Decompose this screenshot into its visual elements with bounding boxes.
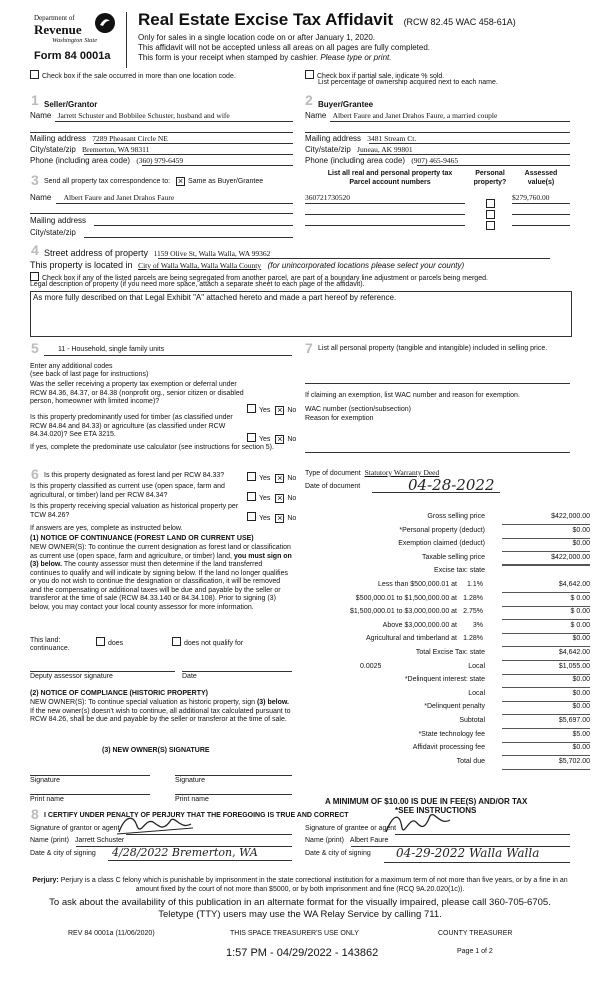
tax-row-amount[interactable]: $0.00 [502,524,590,539]
cashier-stamp: 1:57 PM - 04/29/2022 - 143862 [226,947,379,959]
yes-label: Yes [259,436,271,443]
use-code[interactable]: 11 - Household, single family units [58,346,165,353]
rule [512,203,570,204]
header-note3 [138,53,391,63]
doc-type[interactable]: Statutory Warranty Deed [364,468,440,477]
tax-row-amount[interactable]: $422,000.00 [502,551,590,566]
tax-row-amount[interactable]: $4,642.00 [502,578,590,593]
s6-q3-yes-checkbox[interactable] [247,512,256,521]
notice3-heading: (3) NEW OWNER(S) SIGNATURE [102,747,210,754]
tax-row-amount[interactable]: $4,642.00 [502,646,590,661]
section1-number: 1 [31,92,39,108]
header-note2: This affidavit will not be accepted unless all areas on all pages are fully completed. [138,43,431,52]
doc-date[interactable]: 04-28-2022 [408,476,495,494]
rule [512,225,570,226]
form-number: Form 84 0001a [34,50,111,62]
seller-phone[interactable]: (360) 979-6459 [136,156,184,165]
tax-row-amount[interactable]: $0.00 [502,537,590,552]
notice2-heading: (2) NOTICE OF COMPLIANCE (HISTORIC PROPERTY) [30,690,208,697]
notice1-heading: (1) NOTICE OF CONTINUANCE (FOREST LAND OR CURRENT USE) [30,535,254,542]
parcel-number[interactable]: 360721730520 [305,193,350,202]
tax-row-rate: 2.75% [463,608,483,616]
more-location-checkbox[interactable] [30,70,39,79]
tax-row-label: Total Excise Tax: state [415,649,485,656]
rule [305,132,570,133]
tax-row [300,524,595,538]
section4-number: 4 [31,242,39,258]
rule [372,492,500,493]
tax-row-rate: 1.28% [463,594,483,602]
tax-row [300,537,595,551]
located-row [30,260,464,272]
tax-row-label: $500,000.01 to $1,500,000.00 at [355,594,457,602]
rule [305,214,465,215]
buyer-mailing[interactable]: 3481 Stream Ct. [367,134,417,143]
notice1-text [30,544,292,612]
s5-q2-no-checkbox[interactable] [275,435,284,444]
tax-row [300,646,595,660]
located-label: This property is located in [30,260,133,270]
notice1-text-c: The county assessor must then determine if the land transferred continues to qualify and will indicate by signing below. If the land no longer qualifies or you do not wish to continue the designation or classification, it will be removed and the compensating or additional taxes will be due and payable by the seller or transferor at the time of sale (RCW 84.33.140 or 84.34.108). Prior to signing (3) below, you may contact your local county assessor for more information. [30,561,288,611]
rule [30,213,293,214]
tax-row [300,592,595,606]
yes-label: Yes [259,475,271,482]
buyer-phone[interactable]: (907) 465-9465 [411,156,459,165]
perjury-label: Perjury: [32,877,59,884]
treasurer-use-only: THIS SPACE TREASURER'S USE ONLY [230,930,359,937]
notice2-text-c: If the new owner(s) doesn't wish to continue, all additional tax calculated pursuant to RCW 84.26, shall be due and payable by the seller or transferor at the time of sale. [30,707,291,723]
parcel-personal-checkbox-3[interactable] [486,216,498,234]
rule [175,794,292,795]
located-value[interactable]: City of Walla Walla, Walla Walla County [138,261,262,270]
s6-q2-no-checkbox[interactable] [275,494,284,503]
s6-q1-answer [247,472,296,484]
tax-row-label: *Personal property (deduct) [399,526,485,534]
rule [94,143,293,144]
parcels-heading-2: Parcel account numbers [349,178,431,186]
no-label: No [287,436,297,443]
rule [305,203,465,204]
page-number: Page 1 of 2 [457,948,493,955]
partial-sale-list: List percentage of ownership acquired next to each name. [318,79,498,86]
grantor-date-label: Date & city of signing [30,850,96,857]
rule [512,214,570,215]
notice1-text-a: NEW OWNER(S): To continue the current designation as forest land or classification as current use (open space, farm and agriculture, or timber) land, [30,544,291,560]
buyer-city-label: City/state/zip [305,145,351,154]
value-heading-2: value(s) [527,178,555,186]
tax-row-amount[interactable]: $ 0.00 [502,592,590,607]
seller-name[interactable]: Jarrett Schuster and Bobbilee Schuster, husband and wife [57,111,230,120]
seller-mailing-label: Mailing address [30,134,87,143]
tax-row-label: Excise tax: state [434,567,485,575]
buyer-heading: Buyer/Grantee [318,100,374,109]
rule [30,775,150,776]
parcel-value[interactable]: $279,760.00 [512,193,550,202]
grantor-signature-label: Signature of grantor or agent [30,825,120,832]
tax-row-rate: 1.1% [467,581,483,588]
perjury-notice [30,877,570,894]
tax-row-amount[interactable]: $ 0.00 [502,619,590,634]
tax-row-amount[interactable]: $5,702.00 [502,755,590,770]
new-owner-signature-label-1: Signature [30,777,60,784]
wac-label: WAC number (section/subsection) [305,406,411,413]
tax-row-label: *Delinquent penalty [424,703,485,711]
s5-q2: Is this property predominantly used for timber (as classified under RCW 84.84 and 84.33) or agriculture (as classified under RCW 84.34.020)? See ETA 3215. [30,414,233,438]
minimum-due: A MINIMUM OF $10.00 IS DUE IN FEE(S) AND/OR TAX [325,797,528,806]
s5-q1-answer [247,404,296,416]
tax-row-label: Taxable selling price [421,553,485,561]
seller-name-label: Name [30,111,52,120]
s6-q1: Is this property designated as forest land per RCW 84.33? [44,472,225,479]
rule [108,860,292,861]
tax-row [300,728,595,742]
rule [55,121,293,122]
tax-row [300,632,595,646]
s5-q1-yes-checkbox[interactable] [247,404,256,413]
segregated-checkbox[interactable] [30,272,39,281]
tax-row-label: Local [468,662,485,670]
deputy-date-label: Date [182,673,197,680]
grantee-date-city[interactable]: 04-29-2022 Walla Walla [396,846,540,860]
correspondence-mailing-label: Mailing address [30,216,87,225]
yes-label: Yes [259,495,271,502]
claim-label: If claiming an exemption, list WAC number and reason for exemption. [305,392,520,399]
grantee-name-label: Name (print) [305,837,344,844]
dept-line2: Revenue [34,22,82,37]
s6-q2-answer [247,492,296,504]
section5-number: 5 [31,340,39,356]
form-title: Real Estate Excise Tax Affidavit [138,10,394,29]
tax-row [300,660,595,674]
section2-number: 2 [305,92,313,108]
rule [369,143,570,144]
rule [359,154,570,155]
land-does-not-checkbox[interactable] [172,637,181,646]
land-does-label: does [108,640,124,647]
parcels-heading [305,170,475,187]
tax-row-amount[interactable]: $5.00 [502,728,590,743]
wa-logo-icon [94,12,116,34]
land-does-not [172,637,243,649]
more-location-label: Check box if the sale occurred in more than one location code. [42,73,236,80]
rule [305,225,465,226]
certify-statement: I CERTIFY UNDER PENALTY OF PERJURY THAT THE FOREGOING IS TRUE AND CORRECT [44,812,349,819]
s6-q2-yes-checkbox[interactable] [247,492,256,501]
s6-q1-no-checkbox[interactable] [275,474,284,483]
grantee-date-label: Date & city of signing [305,850,371,857]
no-label: No [287,407,297,414]
doc-type-label: Type of document [305,470,361,477]
form-rcw: (RCW 82.45 WAC 458-61A) [403,17,516,27]
buyer-city[interactable]: Juneau, AK 99801 [357,145,413,154]
tax-row [300,700,595,714]
tax-row-amount[interactable]: $422,000.00 [502,510,590,525]
rule [384,862,570,863]
s6-q1-yes-checkbox[interactable] [247,472,256,481]
value-heading-1: Assessed [524,170,558,177]
s6-q3: Is this property receiving special valuation as historical property per TCW 84.26? [30,503,239,519]
land-continuance: continuance. [30,645,70,652]
tax-row-label: Subtotal [459,717,485,724]
seller-mailing[interactable]: 7289 Pheasant Circle NE [92,134,168,143]
tax-row [300,564,595,578]
seller-city[interactable]: Bremerton, WA 98311 [82,145,150,154]
correspondence-row [44,177,263,187]
land-label: This land: [30,637,61,644]
rule [417,165,570,166]
tax-row [300,673,595,687]
rule [142,165,293,166]
no-label: No [287,495,297,502]
grantee-signature-label: Signature of grantee or agent [305,825,397,832]
grantor-name[interactable]: Jarrett Schuster [74,837,125,844]
correspondence-name[interactable]: Albert Faure and Janet Drahos Faure [63,193,175,202]
additional-codes-note: (see back of last page for instructions) [30,371,149,378]
s6-q3-answer [247,512,296,524]
header-divider [126,12,127,68]
tax-row-label: Agricultural and timberland at [365,635,457,643]
notice1-text-b: you must sign on (3) below. [30,552,292,568]
tax-row-label: Gross selling price [427,513,485,520]
rule [84,154,293,155]
seller-heading: Seller/Grantor [44,100,98,109]
see-instructions: *SEE INSTRUCTIONS [395,806,477,815]
tax-row-amount[interactable]: $0.00 [502,687,590,702]
header-note3-b: Please type or print. [320,53,392,62]
buyer-mailing-label: Mailing address [305,134,362,143]
grantee-name[interactable]: Albert Faure [349,837,389,844]
rule [182,671,292,672]
rule [56,203,293,204]
tax-row [300,755,595,769]
correspondence-name-row [30,193,174,203]
seller-phone-label: Phone (including area code) [30,156,131,165]
buyer-name-row [305,111,497,121]
grantor-name-row [30,837,124,846]
legal-description-box[interactable] [30,291,572,337]
s5-q1-no-checkbox[interactable] [275,406,284,415]
s5-q2-answer [247,433,296,445]
new-owner-print-label-1: Print name [30,796,64,803]
land-does-not-label: does not qualify for [184,640,244,647]
s6-q3-no-checkbox[interactable] [275,514,284,523]
rule [330,121,570,122]
rule [158,258,550,259]
tax-row-amount[interactable]: $0.00 [502,673,590,688]
personal-property-label: List all personal property (tangible and intangible) included in selling price. [318,345,548,352]
tty-line: Teletype (TTY) users may use the WA Relay Service by calling 711. [158,909,442,920]
yes-label: Yes [259,515,271,522]
street-address[interactable]: 1159 Olive St, Walla Walla, WA 99362 [153,249,271,258]
tax-row-rate: 3% [472,621,483,629]
dept-line1: Department of [34,14,75,22]
dor-logo [30,12,120,50]
tax-row-label: Affidavit processing fee [412,744,485,752]
rule [395,834,570,835]
grantor-date-city[interactable]: 4/28/2022 Bremerton, WA [112,846,258,859]
tax-row [300,619,595,633]
section8-number: 8 [31,806,39,822]
segregated-label: Check box if any of the listed parcels are being segregated from another parcel, are part of a boundary line adjustment or parcels being merged. [42,275,488,282]
same-as-buyer-label: Same as Buyer/Grantee [188,178,264,185]
header-note3-a: This form is your receipt when stamped by cashier. [138,53,319,62]
rule [175,775,292,776]
s5-q2-yes-checkbox[interactable] [247,433,256,442]
tax-row-rate: 1.28% [463,635,483,643]
grantor-name-label: Name (print) [30,837,69,844]
rule [305,383,570,384]
perjury-text: Perjury is a class C felony which is punishable by imprisonment in the state correctional institution for a maximum term of not more than five years, or by a fine in an amount fixed by the court of not more than $5000, or by both imprisonment and fine (RCQ 9A.20.020(1c)). [60,877,568,893]
rule [84,237,293,238]
correspondence-city-label: City/state/zip [30,228,76,237]
legal-label: Legal description of property (if you need more space, attach a separate sheet to each page of the affidavit). [30,281,365,288]
alt-format: To ask about the availability of this publication in an alternate format for the visually impaired, please call 360-705-6705. [49,897,551,908]
tax-row-label: *State technology fee [418,730,485,738]
tax-row-label: Local [468,689,485,697]
rule [44,355,292,356]
correspondence-name-label: Name [30,193,52,202]
tax-row-label: Total due [456,757,485,765]
rule [305,452,570,453]
personal-heading [468,170,512,187]
additional-codes-label: Enter any additional codes [30,363,113,370]
grantee-name-row [305,837,388,846]
section7-number: 7 [305,340,313,356]
new-owner-print-label-2: Print name [175,796,209,803]
personal-heading-2: property? [473,178,507,186]
rule [94,225,293,226]
new-owner-signature-label-2: Signature [175,777,205,784]
partial-sale-label: Check box if partial sale, indicate % sold. [317,73,445,80]
s5-q1: Was the seller receiving a property tax exemption or deferral under RCW 84.36, 84.37, or 84.38 (nonprofit org., senior citizen or disabled person, homeowner with limited income)? [30,381,244,405]
land-does-checkbox[interactable] [96,637,105,646]
tax-row-amount[interactable]: $1,055.00 [502,660,590,675]
rule [126,834,292,835]
tax-row [300,551,595,565]
street-label: Street address of property [44,248,149,258]
s6-q2: Is this property classified as current use (open space, farm and agricultural, or timber) land per RCW 84.34? [30,483,225,499]
dept-line3: Washington State [52,37,98,44]
tax-row [300,714,595,728]
parcels-heading-1: List all real and personal property tax [327,170,453,177]
tax-row-label: $1,500,000.01 to $3,000,000.00 at [349,608,457,616]
tax-row-label: Above $3,000,000.00 at [382,621,457,629]
tax-row-amount[interactable]: $0.00 [502,741,590,756]
more-location-check[interactable] [30,70,236,82]
tax-row [300,687,595,701]
tax-row-amount[interactable]: $0.00 [502,700,590,715]
section6-number: 6 [31,466,39,482]
tax-row-amount[interactable] [502,564,590,565]
tax-row [300,605,595,619]
tax-row [300,741,595,755]
personal-heading-1: Personal [475,170,505,177]
reason-label: Reason for exemption [305,415,374,422]
tax-row-label: *Delinquent interest: state [404,676,485,684]
rule [30,794,150,795]
header-note1: Only for sales in a single location code on or after January 1, 2020. [138,33,376,42]
tax-row-amount[interactable]: $5,697.00 [502,714,590,729]
tax-row [300,510,595,524]
s5-q3: If yes, complete the predominate use calculator (see instructions for section 5). [30,444,274,451]
county-treasurer: COUNTY TREASURER [438,930,513,937]
yes-label: Yes [259,407,271,414]
tax-row-amount[interactable]: $ 0.00 [502,605,590,620]
notice2-text-b: (3) below. [256,699,289,706]
located-note: (for unincorporated locations please select your county) [267,261,465,270]
buyer-name[interactable]: Albert Faure and Janet Drahos Faure, a married couple [332,111,498,120]
no-label: No [287,515,297,522]
buyer-name-label: Name [305,111,327,120]
land-does [96,637,123,649]
no-label: No [287,475,297,482]
correspondence-label: Send all property tax correspondence to: [44,178,171,185]
seller-name-row [30,111,292,121]
notice2-text-a: NEW OWNER(S): To continue special valuation as historic property, sign [30,699,255,706]
form-title-wrap [138,10,516,30]
s6-if-yes: If answers are yes, complete as instructed below. [30,525,183,532]
rule [30,132,293,133]
rule [30,671,175,672]
seller-city-label: City/state/zip [30,145,76,154]
rev-number: REV 84 0001a (11/06/2020) [68,930,155,937]
legal-description: As more fully described on that Legal Exhibit "A" attached hereto and made a part hereof by reference. [33,293,397,302]
deputy-signature-label: Deputy assessor signature [30,673,113,680]
tax-row-label: Less than $500,000.01 at [377,581,457,588]
tax-row-label: Exemption claimed (deduct) [398,540,485,548]
notice2-text [30,699,292,725]
tax-row-amount[interactable]: $0.00 [502,632,590,647]
partial-sale-checkbox[interactable] [305,70,314,79]
tax-row-prefix: 0.0025 [360,662,382,670]
same-as-buyer-checkbox[interactable] [176,177,185,186]
value-heading [512,170,570,187]
doc-date-label: Date of document [305,483,361,490]
section3-number: 3 [31,172,39,188]
tax-row [300,578,595,592]
buyer-phone-label: Phone (including area code) [305,156,406,165]
